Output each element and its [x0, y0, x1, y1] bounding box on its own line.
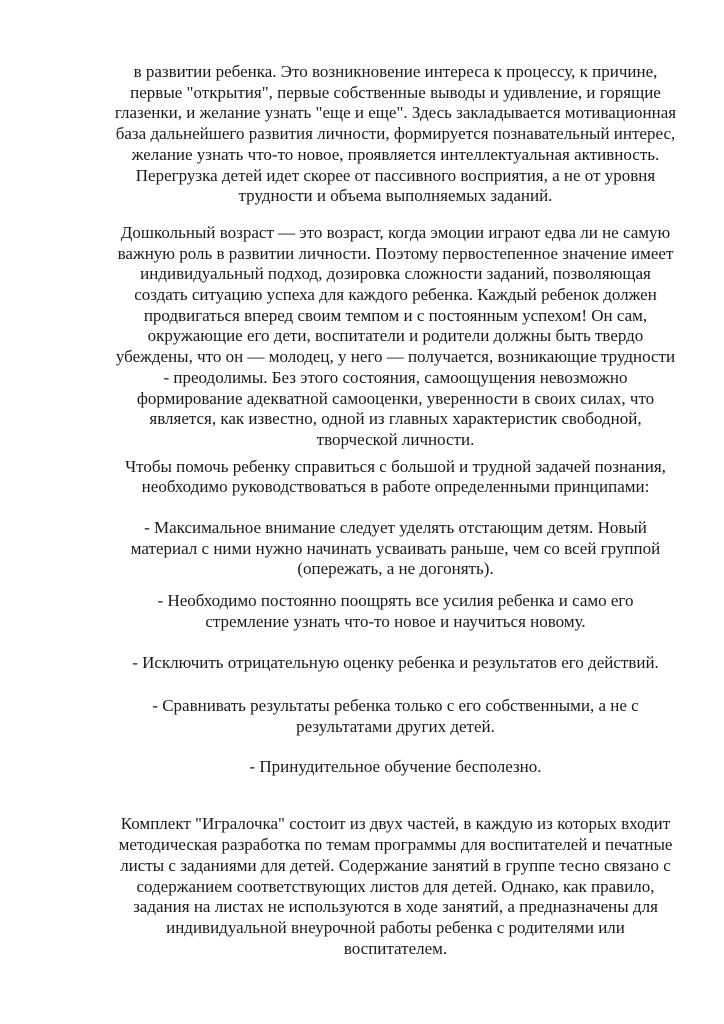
bullet-item-compare-own-results: [85, 696, 706, 737]
paragraph-intro-development: [85, 62, 706, 207]
text-line: Перегрузка детей идет скорее от пассивного восприятия, а не от уровня: [135, 165, 656, 185]
paragraph-preschool-age: [85, 223, 706, 451]
text-line: Чтобы помочь ребенку справиться с большой и трудной задачей познания,: [125, 456, 666, 476]
text-line: результатами других детей.: [296, 716, 495, 736]
text-line: - Сравнивать результаты ребенка только с его собственными, а не с: [152, 696, 639, 716]
text-line: - Исключить отрицательную оценку ребенка и результатов его действий.: [132, 652, 659, 672]
bullet-item-forced-learning: [85, 757, 706, 778]
text-line: воспитателем.: [343, 938, 448, 958]
text-line: методическая разработка по темам программы для воспитателей и печатные: [118, 835, 673, 855]
bullet-item-encourage-efforts: [85, 591, 706, 632]
text-line: окружающие его дети, воспитатели и родители должны быть твердо: [147, 326, 644, 346]
text-line: формирование адекватной самооценки, уверенности в своих силах, что: [136, 388, 655, 408]
text-line: в развитии ребенка. Это возникновение интереса к процессу, к причине,: [133, 62, 658, 81]
text-line: необходимо руководствоваться в работе определенными принципами:: [141, 477, 650, 497]
text-line: стремление узнать что-то новое и научиться новому.: [205, 611, 586, 631]
text-line: - Принудительное обучение бесполезно.: [249, 756, 542, 776]
text-line: создать ситуацию успеха для каждого ребенка. Каждый ребенок должен: [134, 285, 657, 305]
text-line: важную роль в развитии личности. Поэтому первостепенное значение имеет: [117, 243, 674, 263]
text-line: является, как известно, одной из главных характеристик свободной,: [149, 409, 642, 429]
text-column: [85, 62, 706, 959]
text-line: база дальнейшего развития личности, формируется познавательный интерес,: [115, 124, 676, 144]
text-line: - преодолимы. Без этого состояния, самоощущения невозможно: [163, 367, 628, 387]
text-line: убеждены, что он — молодец, у него — получается, возникающие трудности: [115, 347, 676, 367]
text-line: индивидуальный подход, дозировка сложности заданий, позволяющая: [140, 264, 651, 284]
bullet-item-attention-to-lagging: [85, 518, 706, 580]
text-line: - Максимальное внимание следует уделять отстающим детям. Новый: [144, 518, 647, 538]
paragraph-igralochka-kit: [85, 814, 706, 959]
text-line: листы с заданиями для детей. Содержание занятий в группе тесно связано с: [120, 855, 671, 875]
text-line: содержанием соответствующих листов для детей. Однако, как правило,: [136, 876, 655, 896]
text-line: творческой личности.: [316, 429, 475, 449]
text-line: желание узнать что-то новое, проявляется интеллектуальная активность.: [131, 144, 660, 164]
text-line: первые "открытия", первые собственные выводы и удивление, и горящие: [130, 82, 661, 102]
text-line: глазенки, и желание узнать "еще и еще". Здесь закладывается мотивационная: [114, 103, 677, 123]
paragraph-principles-lead-in: [85, 457, 706, 498]
text-line: (опережать, а не догонять).: [297, 559, 494, 579]
text-line: Дошкольный возраст — это возраст, когда эмоции играют едва ли не самую: [120, 222, 671, 242]
text-line: трудности и объема выполняемых заданий.: [238, 186, 553, 206]
text-line: - Необходимо постоянно поощрять все усилия ребенка и само его: [157, 591, 634, 611]
bullet-item-no-negative-evaluation: [85, 653, 706, 674]
text-line: материал с ними нужно начинать усваивать раньше, чем со всей группой: [130, 538, 661, 558]
text-line: Комплект "Игралочка" состоит из двух частей, в каждую из которых входит: [120, 814, 671, 834]
text-line: продвигаться вперед своим темпом и с постоянным успехом! Он сам,: [143, 305, 648, 325]
text-line: индивидуальной внеурочной работы ребенка с родителями или: [166, 917, 625, 937]
text-line: задания на листах не используются в ходе занятий, а предназначены для: [133, 897, 658, 917]
